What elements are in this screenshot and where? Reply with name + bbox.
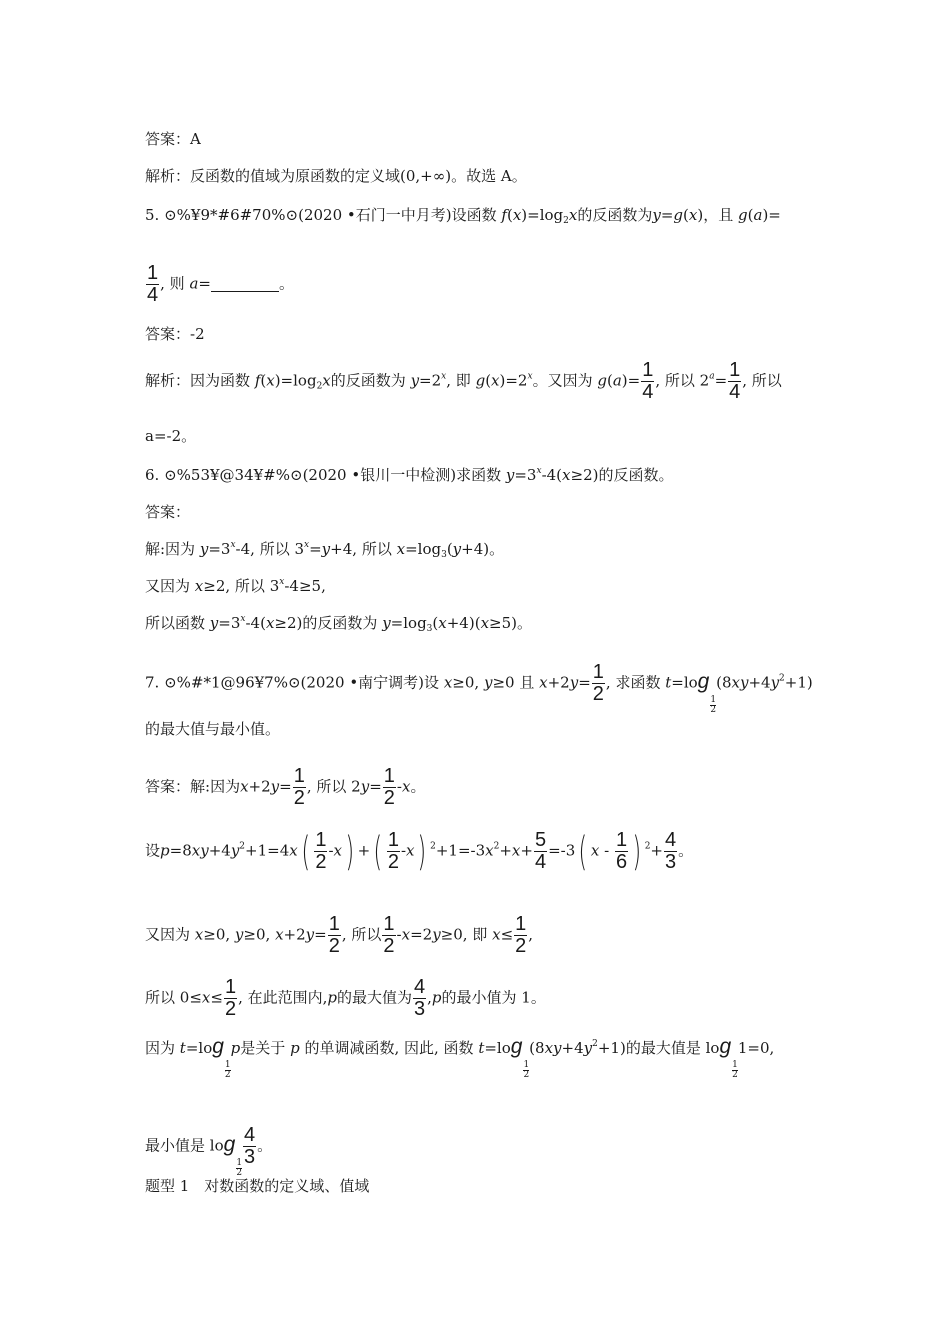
log-base: $\frac{1}{2}$ — [732, 1060, 738, 1080]
fraction: $\frac{1}{2}$ — [592, 661, 604, 705]
solution-text: 的反函数为 — [330, 371, 406, 390]
fraction: $\frac{1}{2}$ — [383, 765, 395, 809]
log-g: g — [212, 1035, 224, 1058]
solution-text: , 所以 — [341, 925, 382, 944]
solution-text: , 所以 — [742, 371, 782, 390]
fraction: $\frac{1}{6}$ — [615, 829, 628, 873]
answer-6-line-3: 所以函数 $y=3^x-4(x\ge 2)$的反函数为 $y=\log_3(x+4)(x\ge 5)$。 — [145, 614, 533, 634]
solution-text: 解:因为 — [190, 777, 241, 796]
punctuation: 。 — [410, 777, 426, 796]
answer-line-7: 答案：解:因为x+2y= $\frac{1}{2}$ , 所以 2y= $\frac{1}{2}$ -x。 — [145, 765, 426, 809]
answer-line-4 — [145, 129, 201, 149]
fraction: $\frac{1}{2}$ — [315, 829, 327, 873]
punctuation: , — [321, 577, 326, 595]
fraction: $\frac{4}{3}$ — [665, 829, 677, 873]
question-text: 且 — [519, 673, 535, 692]
solution-text: 的单调减函数, 因此, 函数 — [304, 1039, 474, 1057]
fraction: $\frac{4}{3}$ — [414, 976, 426, 1020]
solution-line-5-cont — [145, 426, 196, 446]
solution-text: 因为函数 — [190, 371, 251, 390]
solution-text: 的最大值是 — [625, 1039, 701, 1057]
solution-text: a=-2。 — [145, 427, 197, 445]
answer-line-6 — [145, 502, 190, 522]
solution-text: , 所以 — [250, 540, 290, 558]
solution-line-4 — [145, 166, 527, 186]
punctuation: 。 — [517, 614, 533, 632]
solution-text: , 所以 — [352, 540, 392, 558]
fraction: $\frac{1}{2}$ — [515, 913, 527, 957]
question-number: 7. — [145, 673, 160, 692]
question-source: (2020 •南宁调考) — [300, 673, 425, 692]
fraction: $\frac{1}{4}$ — [147, 262, 159, 306]
solution-label: 解析： — [145, 371, 191, 390]
question-text: 的反函数为 — [577, 206, 653, 224]
section-heading — [145, 1176, 369, 1196]
log-g: g — [719, 1035, 732, 1058]
punctuation: , — [528, 925, 534, 944]
punctuation: 。 — [489, 540, 505, 558]
answer-label: 答案： — [145, 325, 191, 343]
answer-value: -2 — [190, 325, 205, 343]
solution-text: 因为 — [145, 1039, 176, 1057]
log-base: $\frac{1}{2}$ — [523, 1060, 530, 1080]
question-text: 设 — [424, 673, 440, 692]
fraction: $\frac{1}{4}$ — [729, 359, 741, 403]
solution-text: 。又因为 — [532, 371, 593, 390]
punctuation: =0, — [747, 1039, 775, 1057]
variable-a: a — [189, 274, 199, 293]
question-text: 的反函数。 — [598, 466, 674, 484]
punctuation: 。 — [278, 274, 294, 293]
fraction: $\frac{1}{2}$ — [383, 913, 395, 957]
solution-text: 最小值是 — [145, 1136, 206, 1155]
solution-text: , 在此范围内, — [238, 988, 328, 1007]
answer-7-line-2: 设$p=8xy+4y^2+1=4x$( $\frac{1}{2}$ -x) +( $\frac{1}{2}$ -x) $^2+1=-3x^2+x+$ $\frac{5}{4}$ =-3( x - $\frac{1}{6}$ ) $^2$+ $\frac{4}{3}$ 。 — [145, 828, 694, 875]
question-text: 求函数 — [456, 466, 502, 484]
log-g: g — [510, 1035, 523, 1058]
answer-line-5 — [145, 324, 205, 344]
punctuation: , — [427, 988, 432, 1007]
question-text: , 求函数 — [605, 673, 661, 692]
solution-text: , 所以 — [225, 577, 265, 595]
question-code: ⊙%¥9*#6#70%⊙ — [164, 206, 299, 224]
answer-7-line-5: 因为 t=log $\frac{1}{2}$ p是关于 p 的单调减函数, 因此, 函数 t=log $\frac{1}{2}$ $(8xy+4y^2+1)$的最大值是 log $\frac{1}{2}$ 1=0, — [145, 1035, 775, 1080]
equals-sign: = — [198, 274, 211, 293]
answer-value: A — [190, 130, 201, 148]
solution-text: 又因为 — [145, 577, 191, 595]
log-g: g — [223, 1132, 236, 1156]
log-base: $\frac{1}{2}$ — [224, 1060, 231, 1080]
fraction: $\frac{1}{2}$ — [224, 976, 237, 1020]
question-text: , 则 — [160, 274, 185, 293]
fraction: $\frac{4}{3}$ — [244, 1124, 256, 1168]
question-code: ⊙%#*1@96¥7%⊙ — [164, 673, 301, 692]
fraction: $\frac{1}{4}$ — [642, 359, 654, 403]
solution-text: , 即 — [446, 371, 471, 390]
fraction: $\frac{5}{4}$ — [534, 829, 547, 873]
question-7: 7. ⊙%#*1@96¥7%⊙(2020 •南宁调考)设 x≥0, y≥0 且 x+2y= $\frac{1}{2}$ , 求函数 t=log $\frac{1}{2}$ $(8xy+4y^2+1)$ — [145, 661, 813, 715]
solution-text: 的反函数为 — [302, 614, 378, 632]
question-source: (2020 •银川一中检测) — [302, 466, 457, 484]
solution-text: , 所以 — [655, 371, 695, 390]
question-5: 5. ⊙%¥9*#6#70%⊙(2020 •石门一中月考)设函数 $f(x)=\log_2x$的反函数为y=g(x)，且 g(a)= — [145, 206, 781, 226]
question-text: 设函数 — [451, 206, 497, 224]
solution-text: 的最大值为 — [337, 988, 413, 1007]
solution-text: 解:因为 — [145, 540, 196, 558]
solution-text: , 即 — [462, 925, 488, 944]
answer-label: 答案： — [145, 503, 191, 521]
solution-line-5: 解析：因为函数 $f(x)=\log_2x$的反函数为 $y=2^x$, 即 $g(x)=2^x$。又因为 g(a)= $\frac{1}{4}$ , 所以 $2^a=$ $\frac{1}{4}$ , 所以 — [145, 359, 782, 403]
question-code: ⊙%53¥@34¥#%⊙ — [164, 466, 303, 484]
answer-label: 答案： — [145, 777, 191, 796]
answer-7-line-6: 最小值是 log $\frac{1}{2}$ $\frac{4}{3}$ 。 — [145, 1124, 273, 1178]
answer-6-line-2: 又因为 x≥2, 所以 $3^x-4\ge 5$, — [145, 577, 326, 595]
question-5-cont — [145, 263, 294, 306]
question-6: 6. ⊙%53¥@34¥#%⊙(2020 •银川一中检测)求函数 $y=3^x-4(x\ge 2)$的反函数。 — [145, 466, 674, 484]
answer-6-line-1: 解:因为 $y=3^x-4$, 所以 $3^x=y+4$, 所以 $x=\log_3(y+4)$。 — [145, 540, 505, 560]
answer-7-line-3: 又因为 x≥0, y≥0, x+2y= $\frac{1}{2}$ , 所以 $\frac{1}{2}$ -x=2y≥0, 即 x≤ $\frac{1}{2}$ , — [145, 913, 534, 957]
question-text: 的最大值与最小值。 — [145, 720, 281, 738]
log-g: g — [697, 669, 710, 693]
solution-text: 所以 — [145, 988, 176, 1007]
punctuation: 。 — [678, 841, 694, 860]
heading-text: 题型 1 对数函数的定义域、值域 — [145, 1177, 370, 1195]
answer-label: 答案： — [145, 130, 191, 148]
solution-label: 解析： — [145, 167, 191, 185]
solution-text: 的最小值为 1。 — [441, 988, 546, 1007]
solution-text: 是关于 — [240, 1039, 286, 1057]
question-source: (2020 •石门一中月考) — [298, 206, 452, 224]
log-base: $\frac{1}{2}$ — [710, 694, 717, 715]
answer-7-line-4: 所以 0≤x≤ $\frac{1}{2}$ , 在此范围内,p的最大值为 $\frac{4}{3}$ ,p的最小值为 1。 — [145, 976, 546, 1020]
answer-blank — [211, 291, 279, 292]
punctuation: 。 — [257, 1136, 273, 1155]
solution-text: , 所以 — [306, 777, 347, 796]
solution-text: 反函数的值域为原函数的定义域(0,+∞)。故选 A。 — [190, 167, 527, 185]
fraction: $\frac{1}{2}$ — [328, 913, 340, 957]
solution-text: 设 — [145, 841, 161, 860]
solution-text: 所以函数 — [145, 614, 206, 632]
question-number: 6. — [145, 466, 160, 484]
fraction: $\frac{1}{2}$ — [293, 765, 305, 809]
solution-text: 又因为 — [145, 925, 191, 944]
fraction: $\frac{1}{2}$ — [387, 829, 399, 873]
question-7-cont — [145, 719, 280, 739]
question-text: ，且 — [703, 206, 734, 224]
question-number: 5. — [145, 206, 160, 224]
log-base: $\frac{1}{2}$ — [236, 1157, 243, 1178]
